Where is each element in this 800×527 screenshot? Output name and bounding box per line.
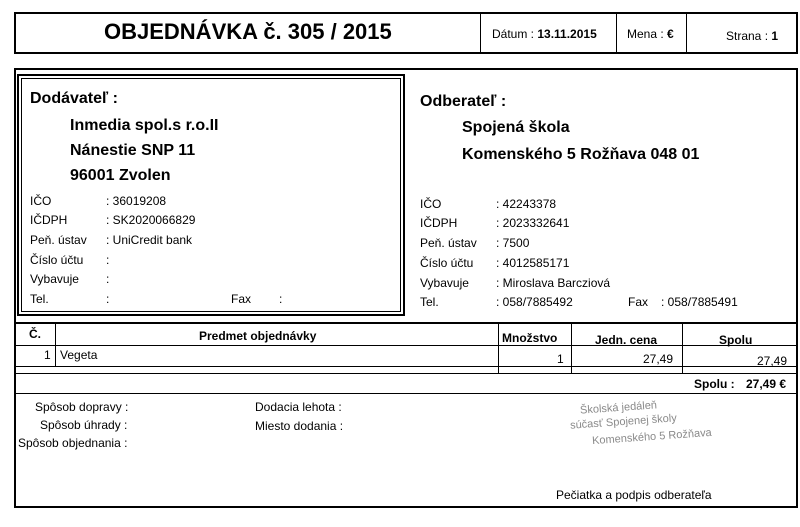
customer-field-value: : 7500 (496, 236, 530, 250)
delivery-place-label: Miesto dodania : (255, 419, 344, 433)
supplier-field-label: Tel. (30, 292, 49, 306)
ordering-label: Spôsob objednania : (18, 436, 128, 450)
customer-address: Komenského 5 Rožňava 048 01 (462, 146, 700, 163)
supplier-field-label: IČO (30, 194, 52, 208)
col-unit-price-header: Jedn. cena (595, 333, 658, 347)
sum-label: Spolu : (694, 377, 735, 391)
supplier-field-label: Vybavuje (30, 272, 79, 286)
date-label: Dátum : 13.11.2015 (492, 27, 597, 41)
customer-name: Spojená škola (462, 119, 570, 136)
customer-heading: Odberateľ : (420, 93, 507, 110)
customer-field-label: IČDPH (420, 216, 458, 230)
row-item: Vegeta (60, 348, 98, 362)
customer-field-label: Vybavuje (420, 276, 469, 290)
supplier-field-value: : (106, 253, 110, 267)
col-number-header: Č. (29, 327, 41, 341)
row-total: 27,49 (757, 354, 788, 368)
sum-value: 27,49 € (746, 377, 787, 391)
stamp-line: Komenského 5 Rožňava (591, 426, 713, 448)
page-number-label: Strana : 1 (726, 29, 779, 43)
signature-label: Pečiatka a podpis odberateľa (556, 488, 712, 502)
supplier-name: Inmedia spol.s r.o.II (70, 117, 219, 134)
transport-label: Spôsob dopravy : (35, 400, 129, 414)
customer-field-value: : 058/7885492 (496, 295, 573, 309)
supplier-field-label: Peň. ústav (30, 233, 87, 247)
customer-field-value: : 42243378 (496, 197, 557, 211)
supplier-street: Nánestie SNP 11 (70, 142, 196, 159)
supplier-field-label: Číslo účtu (30, 253, 84, 267)
stamp-line: súčasť Spojenej školy (569, 412, 678, 432)
date-value: 13.11.2015 (537, 27, 597, 41)
customer-field-value: : Miroslava Barcziová (496, 276, 611, 290)
customer-field-label: Peň. ústav (420, 236, 477, 250)
supplier-heading: Dodávateľ : (30, 90, 118, 107)
currency-label: Mena : € (627, 27, 674, 41)
supplier-fax-value: : (279, 292, 283, 306)
supplier-field-value: : SK2020066829 (106, 213, 196, 227)
customer-field-label: Číslo účtu (420, 256, 474, 270)
customer-field-label: Tel. (420, 295, 439, 309)
page-title: OBJEDNÁVKA č. 305 / 2015 (104, 19, 392, 44)
col-total-header: Spolu (719, 333, 753, 347)
payment-label: Spôsob úhrady : (40, 418, 128, 432)
supplier-field-label: IČDPH (30, 213, 68, 227)
currency-value: € (667, 27, 674, 41)
supplier-field-value: : (106, 272, 110, 286)
row-number: 1 (44, 348, 51, 362)
supplier-city: 96001 Zvolen (70, 167, 171, 184)
delivery-term-label: Dodacia lehota : (255, 400, 342, 414)
supplier-fax-label: Fax (231, 292, 252, 306)
col-item-header: Predmet objednávky (199, 329, 317, 343)
supplier-field-value: : 36019208 (106, 194, 167, 208)
supplier-field-value: : UniCredit bank (106, 233, 193, 247)
row-unit-price: 27,49 (643, 352, 674, 366)
row-quantity: 1 (557, 352, 564, 366)
supplier-field-value: : (106, 292, 110, 306)
stamp-line: Školská jedáleň (579, 399, 658, 417)
col-quantity-header: Množstvo (502, 331, 558, 345)
customer-field-label: IČO (420, 197, 442, 211)
customer-field-value: : 4012585171 (496, 256, 570, 270)
customer-field-value: : 2023332641 (496, 216, 570, 230)
page-number-value: 1 (771, 29, 779, 43)
customer-fax-label: Fax (628, 295, 649, 309)
customer-fax-value: : 058/7885491 (661, 295, 738, 309)
